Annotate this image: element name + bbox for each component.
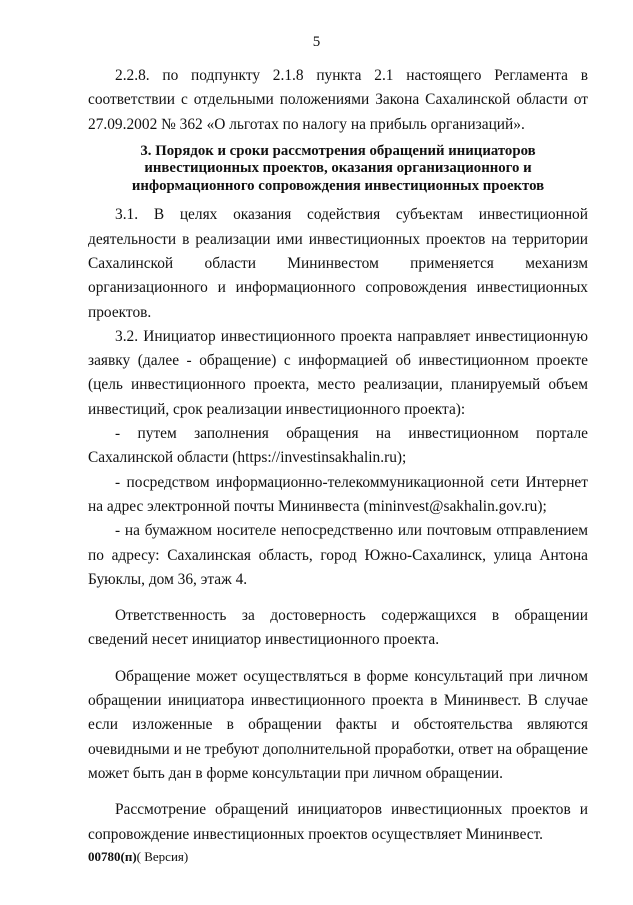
paragraph-2-2-8: 2.2.8. по подпункту 2.1.8 пункта 2.1 настоящего Регламента в соответствии с отдельными положениями Закона Сахалинской области от 27.09.2002 № 362 «О льготах по налогу на прибыль организаций». bbox=[88, 67, 588, 133]
document-version-label: ( Версия) bbox=[136, 849, 189, 864]
section-heading-line-3: информационного сопровождения инвестиционных проектов bbox=[131, 177, 545, 194]
document-footer bbox=[88, 849, 188, 865]
paragraph-3-1: 3.1. В целях оказания содействия субъектам инвестиционной деятельности в реализации ими инвестиционных проектов на территории Сахалинской области Мининвестом применяется механизм организационного и информационного сопровождения инвестиционных проектов. bbox=[88, 206, 588, 321]
list-item-email: - посредством информационно-телекоммуникационной сети Интернет на адрес электронной почты Мининвеста (mininvest@sakhalin.gov.ru); bbox=[88, 473, 588, 515]
section-heading-line-2: инвестиционных проектов, оказания организационного и bbox=[144, 160, 532, 177]
paragraph-responsibility: Ответственность за достоверность содержащихся в обращении сведений несет инициатор инвестиционного проекта. bbox=[88, 607, 588, 649]
page-number: 5 bbox=[312, 34, 321, 50]
section-heading-line-1: 3. Порядок и сроки рассмотрения обращений инициаторов bbox=[140, 142, 536, 159]
document-code: 00780(п) bbox=[88, 849, 137, 864]
section-heading bbox=[88, 137, 588, 198]
paragraph-3-2: 3.2. Инициатор инвестиционного проекта направляет инвестиционную заявку (далее - обращение) с информацией об инвестиционном проекте (цель инвестиционного проекта, место реализации, планируемый объем инвестиций, срок реализации инвестиционного проекта): bbox=[88, 327, 588, 418]
list-item-portal: - путем заполнения обращения на инвестиционном портале Сахалинской области (https://investinsakhalin.ru); bbox=[88, 425, 588, 467]
paragraph-review: Рассмотрение обращений инициаторов инвестиционных проектов и сопровождение инвестиционных проектов осуществляет Мининвест. bbox=[88, 801, 588, 843]
list-item-paper: - на бумажном носителе непосредственно или почтовым отправлением по адресу: Сахалинская область, город Южно-Сахалинск, улица Антона Буюклы, дом 36, этаж 4. bbox=[88, 522, 588, 588]
paragraph-consultation: Обращение может осуществляться в форме консультаций при личном обращении инициатора инвестиционного проекта в Мининвест. В случае если изложенные в обращении факты и обстоятельства являются очевидными и не требуют дополнительной проработки, ответ на обращение может быть дан в форме консультации при личном обращении. bbox=[88, 667, 588, 782]
document-body bbox=[88, 64, 588, 847]
